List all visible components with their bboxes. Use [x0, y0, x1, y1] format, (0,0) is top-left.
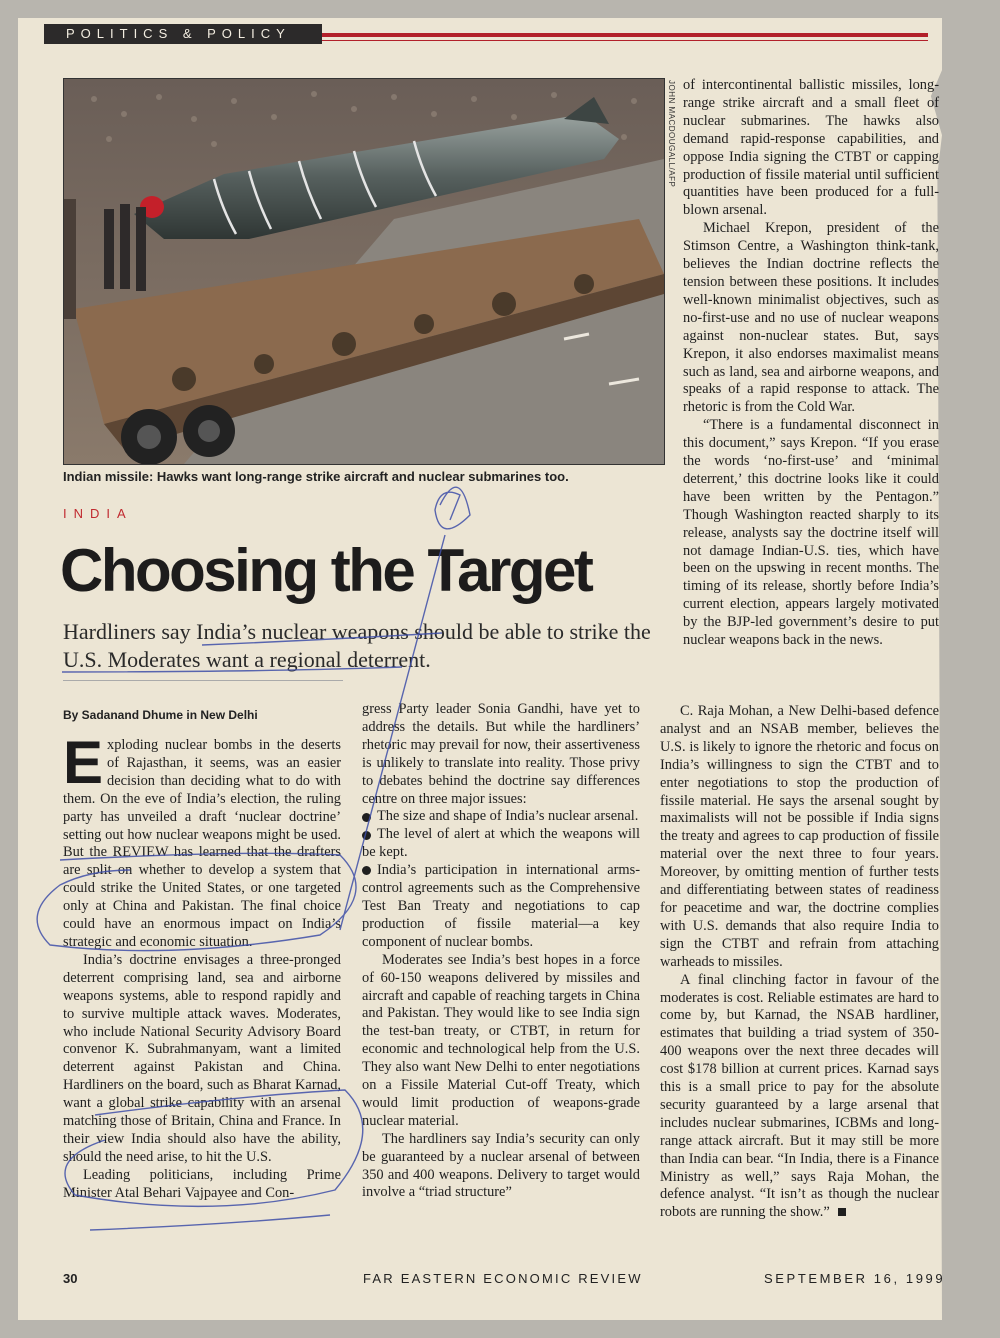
photo-caption: Indian missile: Hawks want long-range strike aircraft and nuclear submarines too.: [63, 469, 569, 484]
byline: By Sadanand Dhume in New Delhi: [63, 708, 258, 722]
paragraph: “There is a fundamental disconnect in this document,” says Krepon. “If you erase the words ‘no-first-use’ and ‘minimal deterrent,’ this doctrine looks like it could have been written by the Pentagon.” Though Washington reacted sharply to its release, analysts say the doctrine itself will not damage Indian-U.S. ties, which have been on the upswing in recent months. The timing of its release, shortly before India’s current election, appears largely motivated by the BJP-led government’s desire to put nuclear weapons back in the news.: [683, 417, 939, 649]
article-dek: Hardliners say India’s nuclear weapons should be able to strike the U.S. Moderates want a regional deterrent.: [63, 619, 651, 672]
article-column-3: [683, 77, 939, 650]
page-number: 30: [63, 1271, 78, 1286]
section-banner-label: POLITICS & POLICY: [66, 26, 291, 41]
paragraph: The hardliners say India’s security can only be guaranteed by a nuclear arsenal of between 350 and 400 weapons. Delivery to target would involve a “triad structure”: [362, 1130, 640, 1201]
paragraph: of intercontinental ballistic missiles, long-range strike aircraft and a small fleet of nuclear submarines. The hawks also demand rapid-response capabilities, and oppose India signing the CTBT or capping production of fissile material until sufficient quantities have been produced for a full-blown arsenal.: [683, 77, 939, 219]
paragraph: Moderates see India’s best hopes in a force of 60-150 weapons delivered by missiles and aircraft and capable of reaching targets in China and Pakistan. They would like to see India sign the test-ban treaty, or CTBT, in return for economic and technological help from the U.S. They also want New Delhi to enter negotiations on a Fissile Material Cut-off Treaty, which would limit production of weapons-grade nuclear material.: [362, 951, 640, 1129]
missile-illustration: [64, 79, 664, 464]
missile-photo: [63, 78, 665, 465]
banner-rule-thin: [322, 40, 928, 41]
issue-date: SEPTEMBER 16, 1999: [764, 1271, 946, 1286]
paragraph: Michael Krepon, president of the Stimson Centre, a Washington think-tank, believes the Indian doctrine reflects the tension between these positions. It includes well-known minimalist objectives, such as no-first-use and no use of nuclear weapons against non-nuclear states. But, says Krepon, it also endorses maximalist means such as land, sea and airborne weapons, and speaks of a rapid response to attack. The rhetoric is from the Cold War.: [683, 220, 939, 416]
paragraph: gress Party leader Sonia Gandhi, have yet to address the details. But while the hardliners’ rhetoric may prevail for now, their assertiveness is unlikely to translate into reality. Those privy to debates behind the doctrine say differences centre on three major issues:: [362, 701, 640, 807]
bullet-item: The size and shape of India’s nuclear arsenal.: [362, 808, 640, 826]
article-column-1: [63, 729, 341, 1203]
photo-credit: JOHN MACDOUGALL/AFP: [667, 80, 676, 188]
paragraph: A final clinching factor in favour of the moderates is cost. Reliable estimates are hard to come by, but Karnad, the NSAB hardliner, estimates that building a triad system of 350-400 weapons over the next three decades will cost $178 billion at current prices. Karnad says this is a small price to pay for the absolute security guaranteed by a large arsenal that includes nuclear submarines, ICBMs and long-range attack aircraft. But it may still be more than India can bear. “In India, there is a Finance Ministry as well,” says Raja Mohan, the defence analyst. “It isn’t as though the nuclear robots are running the show.”: [660, 971, 939, 1221]
bullet-item: The level of alert at which the weapons will be kept.: [362, 826, 640, 861]
article-column-2: [362, 701, 640, 1202]
article-headline: Choosing the Target: [60, 537, 592, 604]
paragraph: India’s doctrine envisages a three-pronged deterrent comprising land, sea and airborne weapons systems, able to respond rapidly and to survive multiple attack waves. Moderates, who include National Security Advisory Board convenor K. Subrahmanyam, want a limited deterrent against Pakistan and China. Hardliners on the board, such as Bharat Karnad, want a global strike capability with an arsenal matching those of Britain, China and France. In their view India should also have the ability, should the need arise, to hit the U.S.: [63, 951, 341, 1165]
publication-name: FAR EASTERN ECONOMIC REVIEW: [363, 1271, 643, 1286]
bullet-dot-icon: [362, 866, 371, 875]
paragraph: C. Raja Mohan, a New Delhi-based defence analyst and an NSAB member, believes the U.S. is likely to ignore the rhetoric and focus on India’s willingness to sign the CTBT and to enter negotiations to stop the production of fissile material. He says the arsenal sought by maximalists will not be possible if India signs the treaty and agrees to cap production of fissile material over the next three to four years. Moreover, by omitting mention of further tests and differentiating between states of readiness for peacetime and war, the doctrine complies with U.S. demands that also require India to sign the CTBT and refrain from attaching warheads to missiles.: [660, 703, 939, 970]
bullet-dot-icon: [362, 813, 371, 822]
bullet-item: India’s participation in international arms-control agreements such as the Comprehensive Test Ban Treaty and negotiations to cap production of fissile material—a key component of nuclear bombs.: [362, 862, 640, 950]
bullet-dot-icon: [362, 831, 371, 840]
paragraph: Leading politicians, including Prime Minister Atal Behari Vajpayee and Con-: [63, 1166, 341, 1201]
byline-rule: [63, 680, 343, 681]
article-column-4: [660, 703, 939, 1222]
end-mark-icon: [838, 1208, 846, 1216]
banner-rule: [322, 33, 928, 37]
drop-cap: E: [63, 729, 104, 796]
paragraph: Exploding nuclear bombs in the deserts of Rajasthan, it seems, was an easier decision than deciding what to do with them. On the eve of India’s election, the ruling party has unveiled a draft ‘nuclear doctrine’ setting out how nuclear weapons might be used. But the REVIEW has learned that the drafters are split on whether to develop a system that could strike the United States, or one targeted only at China and Pakistan. The final choice could have an enormous impact on India’s strategic and economic situation.: [63, 729, 341, 950]
article-kicker: INDIA: [63, 506, 133, 521]
